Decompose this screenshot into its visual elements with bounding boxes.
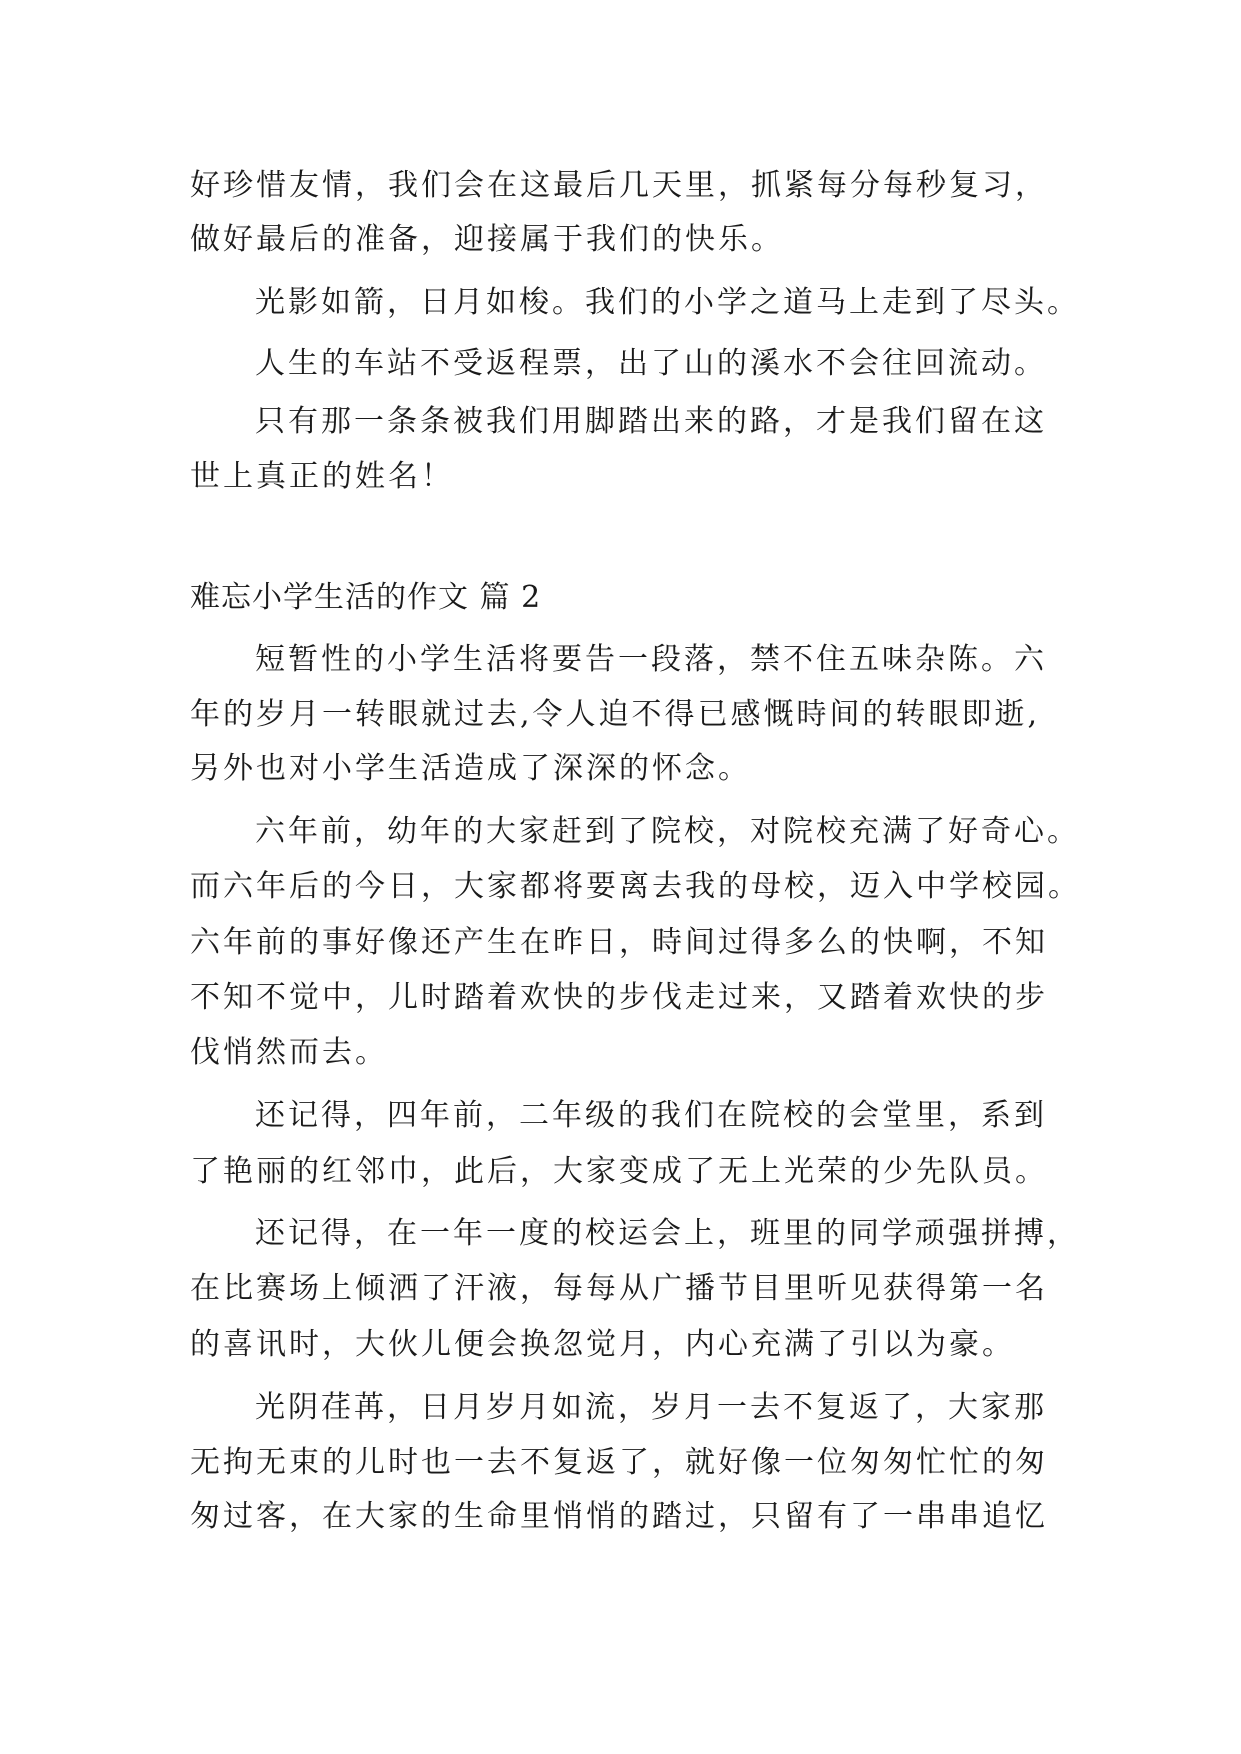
text-line: 六年前的事好像还产生在昨日，時间过得多么的快啊，不知 xyxy=(190,925,1048,960)
text-line: 还记得，四年前，二年级的我们在院校的会堂里，系到 xyxy=(255,1098,1047,1133)
text-line: 年的岁月一转眼就过去,令人迫不得已感慨時间的转眼即逝, xyxy=(190,697,1041,732)
text-line: 人生的车站不受返程票，出了山的溪水不会往回流动。 xyxy=(255,346,1047,381)
text-line: 另外也对小学生活造成了深深的怀念。 xyxy=(190,751,751,786)
text-line: 光阴荏苒，日月岁月如流，岁月一去不复返了，大家那 xyxy=(255,1390,1047,1425)
text-line: 伐悄然而去。 xyxy=(190,1035,388,1070)
section-heading: 难忘小学生活的作文 篇 2 xyxy=(190,580,542,615)
text-line: 六年前，幼年的大家赶到了院校，对院校充满了好奇心。 xyxy=(255,814,1080,849)
text-line: 光影如箭，日月如梭。我们的小学之道马上走到了尽头。 xyxy=(255,285,1080,320)
text-line: 还记得，在一年一度的校运会上，班里的同学顽强拼搏， xyxy=(255,1216,1080,1251)
text-line: 做好最后的准备，迎接属于我们的快乐。 xyxy=(190,222,784,257)
text-line: 好珍惜友情，我们会在这最后几天里，抓紧每分每秒复习， xyxy=(190,168,1048,203)
text-line: 了艳丽的红邻巾，此后，大家变成了无上光荣的少先队员。 xyxy=(190,1154,1048,1189)
text-line: 只有那一条条被我们用脚踏出来的路，才是我们留在这 xyxy=(255,404,1047,439)
text-line: 匆过客，在大家的生命里悄悄的踏过，只留有了一串串追忆 xyxy=(190,1499,1048,1534)
text-line: 的喜讯时，大伙儿便会换忽觉月，内心充满了引以为豪。 xyxy=(190,1327,1015,1362)
text-line: 无拘无束的儿时也一去不复返了，就好像一位匆匆忙忙的匆 xyxy=(190,1445,1048,1480)
text-line: 在比赛场上倾洒了汗液，每每从广播节目里听见获得第一名 xyxy=(190,1271,1048,1306)
text-line: 不知不觉中，儿时踏着欢快的步伐走过来，又踏着欢快的步 xyxy=(190,980,1048,1015)
text-line: 短暂性的小学生活将要告一段落，禁不住五味杂陈。六 xyxy=(255,642,1047,677)
text-line: 世上真正的姓名！ xyxy=(190,459,454,494)
text-line: 而六年后的今日，大家都将要离去我的母校，迈入中学校园。 xyxy=(190,869,1081,904)
